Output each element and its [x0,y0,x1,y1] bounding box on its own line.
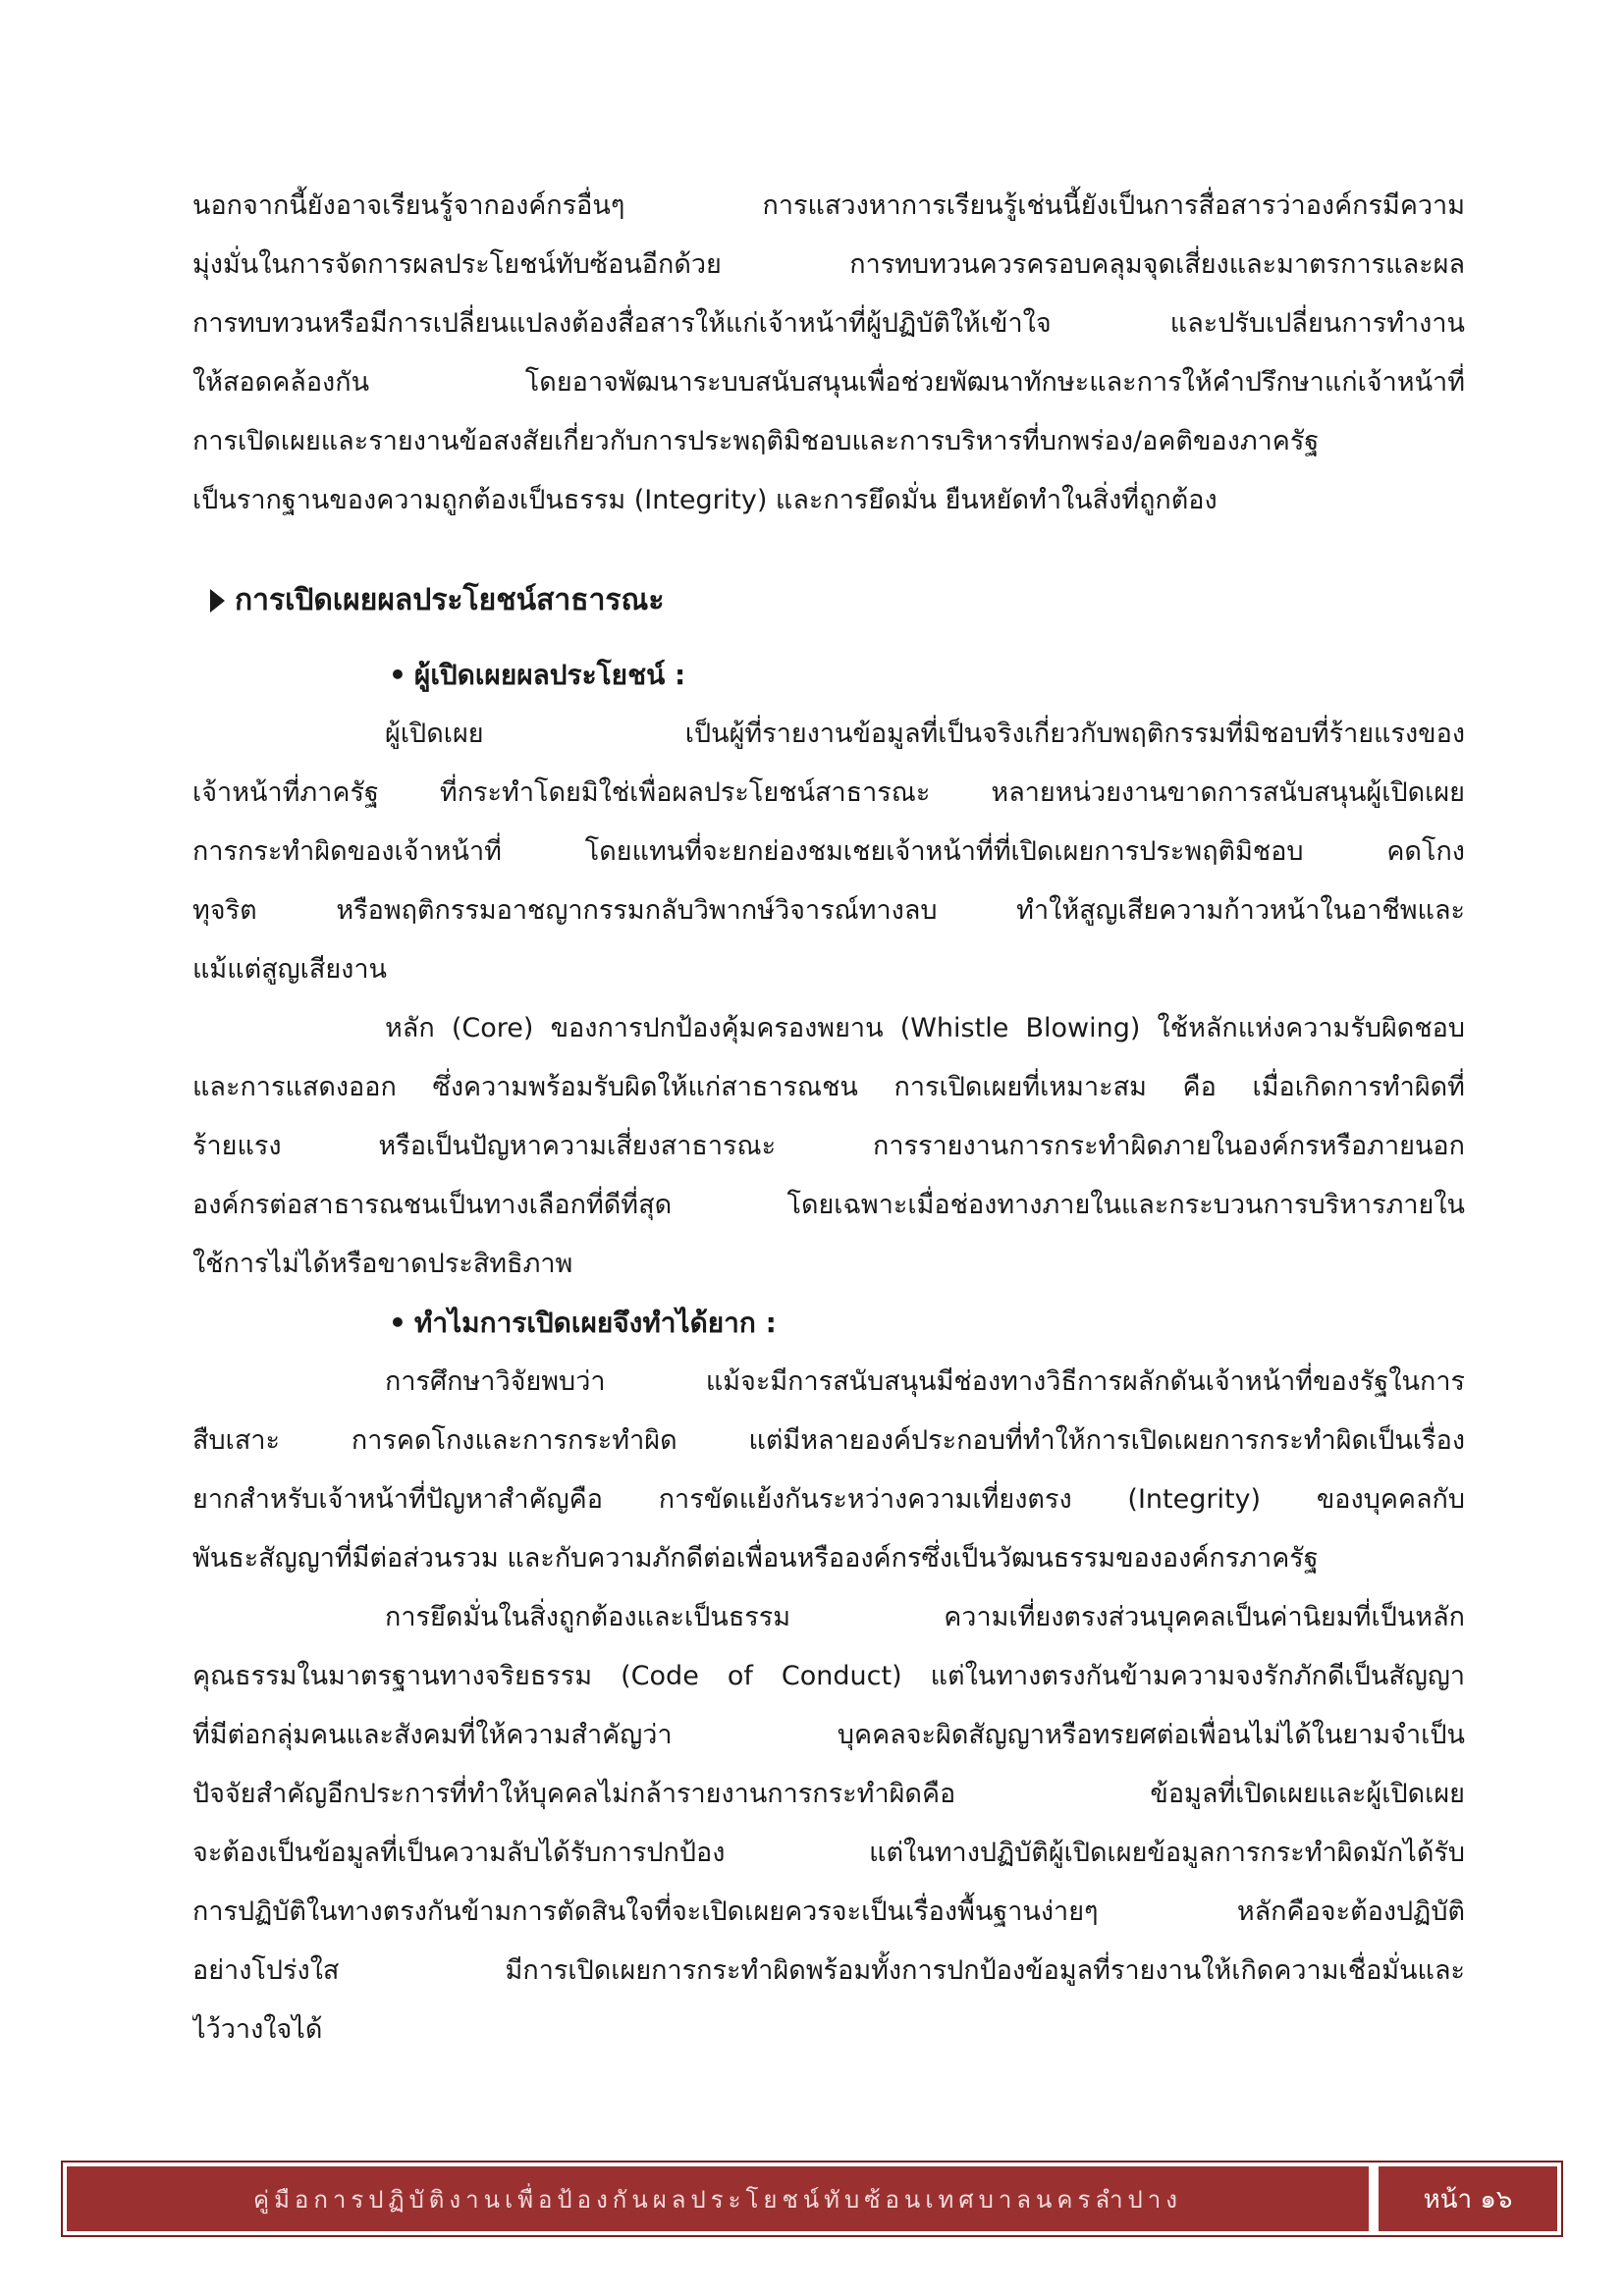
bullet-icon: • [389,659,406,691]
intro-line: การทบทวนหรือมีการเปลี่ยนแปลงต้องสื่อสารให้แก่เจ้าหน้าที่ผู้ปฏิบัติให้เข้าใจ และปรับเปลี่ยนการทำงาน [192,308,1465,339]
paragraph-line: ทุจริต หรือพฤติกรรมอาชญากรรมกลับวิพากษ์วิจารณ์ทางลบ ทำให้สูญเสียความก้าวหน้าในอาชีพและ [192,895,1465,926]
paragraph-line: เจ้าหน้าที่ภาครัฐ ที่กระทำโดยมิใช่เพื่อผลประโยชน์สาธารณะ หลายหน่วยงานขาดการสนับสนุนผู้เปิดเผย [192,777,1465,808]
subsection-title-text: ผู้เปิดเผยผลประโยชน์ : [413,659,686,691]
paragraph-line: พันธะสัญญาที่มีต่อส่วนรวม และกับความภักดีต่อเพื่อนหรือองค์กรซึ่งเป็นวัฒนธรรมขององค์กรภาครัฐ [192,1543,1319,1574]
page-number: หน้า ๑๖ [1379,2166,1557,2231]
intro-line: เป็นรากฐานของความถูกต้องเป็นธรรม (Integrity) และการยึดมั่น ยืนหยัดทำในสิ่งที่ถูกต้อง [192,485,1218,515]
paragraph-line: การปฏิบัติในทางตรงกันข้ามการตัดสินใจที่จะเปิดเผยควรจะเป็นเรื่องพื้นฐานง่ายๆ หลักคือจะต้องปฏิบัติ [192,1896,1465,1927]
paragraph-line: การศึกษาวิจัยพบว่า แม้จะมีการสนับสนุนมีช่องทางวิธีการผลักดันเจ้าหน้าที่ของรัฐในการ [385,1366,1465,1397]
paragraph-line: การกระทำผิดของเจ้าหน้าที่ โดยแทนที่จะยกย่องชมเชยเจ้าหน้าที่ที่เปิดเผยการประพฤติมิชอบ คดโกง [192,836,1465,867]
paragraph-line: ยากสำหรับเจ้าหน้าที่ปัญหาสำคัญคือ การขัดแย้งกันระหว่างความเที่ยงตรง (Integrity) ของบุคคลกับ [192,1484,1465,1515]
subsection-title [192,646,1465,705]
intro-line: นอกจากนี้ยังอาจเรียนรู้จากองค์กรอื่นๆ การแสวงหาการเรียนรู้เช่นนี้ยังเป็นการสื่อสารว่าองค์กรมีความ [192,190,1465,221]
subsection-title [192,1294,1465,1353]
paragraph-line: และการแสดงออก ซึ่งความพร้อมรับผิดให้แก่สาธารณชน การเปิดเผยที่เหมาะสม คือ เมื่อเกิดการทำผิดที่ [192,1072,1465,1102]
bullet-icon: • [389,1307,406,1339]
paragraph-line: ผู้เปิดเผย เป็นผู้ที่รายงานข้อมูลที่เป็นจริงเกี่ยวกับพฤติกรรมที่มิชอบที่ร้ายแรงของ [385,719,1465,749]
paragraph-line: จะต้องเป็นข้อมูลที่เป็นความลับได้รับการปกป้อง แต่ในทางปฏิบัติผู้เปิดเผยข้อมูลการกระทำผิดมักได้รับ [192,1838,1465,1868]
paragraph-line: สืบเสาะ การคดโกงและการกระทำผิด แต่มีหลายองค์ประกอบที่ทำให้การเปิดเผยการกระทำผิดเป็นเรื่อง [192,1425,1465,1456]
subsection-title-text: ทำไมการเปิดเผยจึงทำได้ยาก : [413,1307,777,1339]
paragraph-line: ที่มีต่อกลุ่มคนและสังคมที่ให้ความสำคัญว่า บุคคลจะผิดสัญญาหรือทรยศต่อเพื่อนไม่ได้ในยามจำเป็น [192,1720,1465,1750]
intro-line: ให้สอดคล้องกัน โดยอาจพัฒนาระบบสนับสนุนเพื่อช่วยพัฒนาทักษะและการให้คำปรึกษาแก่เจ้าหน้าที่ [192,367,1465,398]
paragraph-line: ปัจจัยสำคัญอีกประการที่ทำให้บุคคลไม่กล้ารายงานการกระทำผิดคือ ข้อมูลที่เปิดเผยและผู้เปิดเผย [192,1779,1465,1809]
paragraph-line: ใช้การไม่ได้หรือขาดประสิทธิภาพ [192,1249,573,1279]
paragraph-line: ร้ายแรง หรือเป็นปัญหาความเสี่ยงสาธารณะ การรายงานการกระทำผิดภายในองค์กรหรือภายนอก [192,1131,1465,1161]
section-heading [192,571,1465,630]
paragraph-line: อย่างโปร่งใส มีการเปิดเผยการกระทำผิดพร้อมทั้งการปกป้องข้อมูลที่รายงานให้เกิดความเชื่อมั่นและ [192,1955,1465,1986]
page-content [192,177,1465,2059]
footer-title: คู่มือการปฏิบัติงานเพื่อป้องกันผลประโยชน์ทับซ้อนเทศบาลนครลำปาง [67,2166,1369,2231]
paragraph-line: คุณธรรมในมาตรฐานทางจริยธรรม (Code of Conduct) แต่ในทางตรงกันข้ามความจงรักภักดีเป็นสัญญา [192,1661,1465,1691]
triangle-bullet-icon [210,589,225,613]
paragraph-line: แม้แต่สูญเสียงาน [192,954,387,985]
paragraph-line: หลัก (Core) ของการปกป้องคุ้มครองพยาน (Whistle Blowing) ใช้หลักแห่งความรับผิดชอบ [385,1013,1465,1043]
intro-line: การเปิดเผยและรายงานข้อสงสัยเกี่ยวกับการประพฤติมิชอบและการบริหารที่บกพร่อง/อคติของภาครัฐ [192,426,1320,456]
paragraph-line: องค์กรต่อสาธารณชนเป็นทางเลือกที่ดีที่สุด โดยเฉพาะเมื่อช่องทางภายในและกระบวนการบริหารภายใน [192,1190,1465,1220]
intro-line: มุ่งมั่นในการจัดการผลประโยชน์ทับซ้อนอีกด้วย การทบทวนควรครอบคลุมจุดเสี่ยงและมาตรการและผล [192,249,1465,280]
page-footer [61,2161,1563,2237]
paragraph-line: ไว้วางใจได้ [192,2014,323,2045]
paragraph-line: การยึดมั่นในสิ่งถูกต้องและเป็นธรรม ความเที่ยงตรงส่วนบุคคลเป็นค่านิยมที่เป็นหลัก [385,1602,1465,1632]
section-heading-text: การเปิดเผยผลประโยชน์สาธารณะ [235,583,665,617]
